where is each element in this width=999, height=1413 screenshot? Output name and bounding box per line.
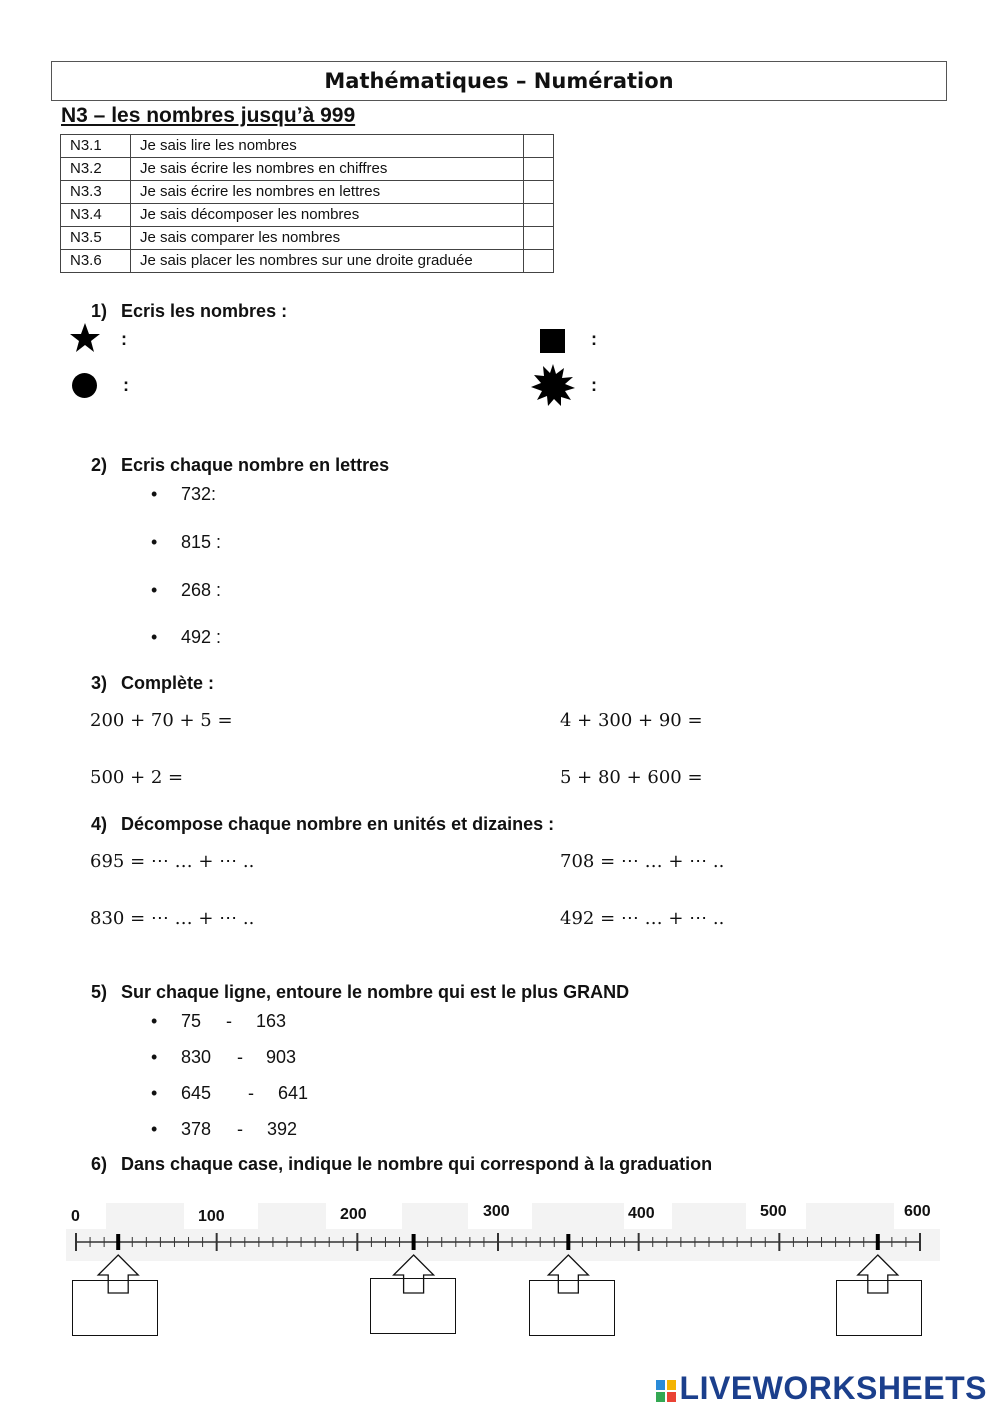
table-row	[61, 227, 554, 250]
sun-answer-label: :	[591, 375, 597, 395]
equation: 500 + 2 =	[90, 767, 184, 788]
scale-label: 0	[71, 1208, 80, 1225]
logo	[656, 1370, 987, 1407]
scale-label: 500	[760, 1203, 787, 1220]
question-3-title: 3) Complète :	[91, 673, 215, 693]
table-row	[61, 181, 554, 204]
question-1-title: 1) Ecris les nombres :	[91, 301, 288, 321]
skill-code: N3.1	[61, 135, 131, 158]
equation: 708 = ⋯ … + ⋯ ..	[560, 851, 725, 872]
skill-check-cell[interactable]	[524, 158, 554, 181]
answer-box[interactable]	[836, 1280, 922, 1336]
star-icon	[69, 322, 101, 354]
separator: -	[237, 1047, 243, 1067]
skill-check-cell[interactable]	[524, 250, 554, 273]
equation: 695 = ⋯ … + ⋯ ..	[90, 851, 255, 872]
circle-answer-label: :	[123, 375, 129, 395]
scale-label: 300	[483, 1203, 510, 1220]
skill-code: N3.3	[61, 181, 131, 204]
question-4-title: 4) Décompose chaque nombre en unités et dizaines :	[91, 814, 555, 834]
scale-label: 400	[628, 1205, 655, 1222]
list-item: • 268 :	[181, 580, 221, 601]
number-choice[interactable]: 75	[181, 1011, 202, 1031]
equation: 5 + 80 + 600 =	[560, 767, 703, 788]
number-choice[interactable]: 641	[278, 1083, 309, 1103]
equation: 4 + 300 + 90 =	[560, 710, 703, 731]
number-choice[interactable]: 645	[181, 1083, 212, 1103]
separator: -	[237, 1119, 243, 1139]
skill-desc: Je sais écrire les nombres en chiffres	[131, 158, 524, 181]
square-answer-label: :	[591, 329, 597, 349]
number-choice[interactable]: 392	[267, 1119, 298, 1139]
scale-label: 600	[904, 1203, 931, 1220]
star-answer-label: :	[121, 329, 127, 349]
skill-code: N3.6	[61, 250, 131, 273]
equation: 830 = ⋯ … + ⋯ ..	[90, 908, 255, 929]
list-item: • 815 :	[181, 532, 221, 553]
equation: 492 = ⋯ … + ⋯ ..	[560, 908, 725, 929]
page-title: Mathématiques – Numération	[51, 61, 947, 101]
section-subtitle: N3 – les nombres jusqu’à 999	[61, 104, 356, 127]
table-row	[61, 135, 554, 158]
separator: -	[248, 1083, 254, 1103]
answer-box[interactable]	[370, 1278, 456, 1334]
skill-desc: Je sais lire les nombres	[131, 135, 524, 158]
skills-table	[60, 134, 554, 273]
table-row	[61, 158, 554, 181]
skill-desc: Je sais écrire les nombres en lettres	[131, 181, 524, 204]
number-choice[interactable]: 163	[256, 1011, 287, 1031]
skill-check-cell[interactable]	[524, 227, 554, 250]
answer-box[interactable]	[529, 1280, 615, 1336]
skill-desc: Je sais comparer les nombres	[131, 227, 524, 250]
sun-icon	[531, 364, 575, 406]
skill-code: N3.2	[61, 158, 131, 181]
number-choice[interactable]: 830	[181, 1047, 212, 1067]
scale-label: 100	[198, 1208, 225, 1225]
circle-icon	[72, 373, 97, 398]
skill-code: N3.5	[61, 227, 131, 250]
question-2-title: 2) Ecris chaque nombre en lettres	[91, 455, 390, 475]
question-6-title: 6) Dans chaque case, indique le nombre qui correspond à la graduation	[91, 1154, 713, 1174]
separator: -	[226, 1011, 232, 1031]
answer-box[interactable]	[72, 1280, 158, 1336]
square-icon	[540, 329, 565, 353]
skill-check-cell[interactable]	[524, 135, 554, 158]
skill-check-cell[interactable]	[524, 204, 554, 227]
list-item: • 732:	[181, 484, 216, 505]
scale-label: 200	[340, 1206, 367, 1223]
skill-code: N3.4	[61, 204, 131, 227]
skill-check-cell[interactable]	[524, 181, 554, 204]
question-5-title: 5) Sur chaque ligne, entoure le nombre qui est le plus GRAND	[91, 982, 630, 1002]
table-row	[61, 204, 554, 227]
logo-icon	[656, 1380, 676, 1402]
skill-desc: Je sais placer les nombres sur une droite graduée	[131, 250, 524, 273]
skill-desc: Je sais décomposer les nombres	[131, 204, 524, 227]
table-row	[61, 250, 554, 273]
equation: 200 + 70 + 5 =	[90, 710, 233, 731]
number-choice[interactable]: 378	[181, 1119, 212, 1139]
logo-text: LIVEWORKSHEETS	[679, 1370, 987, 1406]
list-item: • 492 :	[181, 627, 221, 648]
number-choice[interactable]: 903	[266, 1047, 297, 1067]
